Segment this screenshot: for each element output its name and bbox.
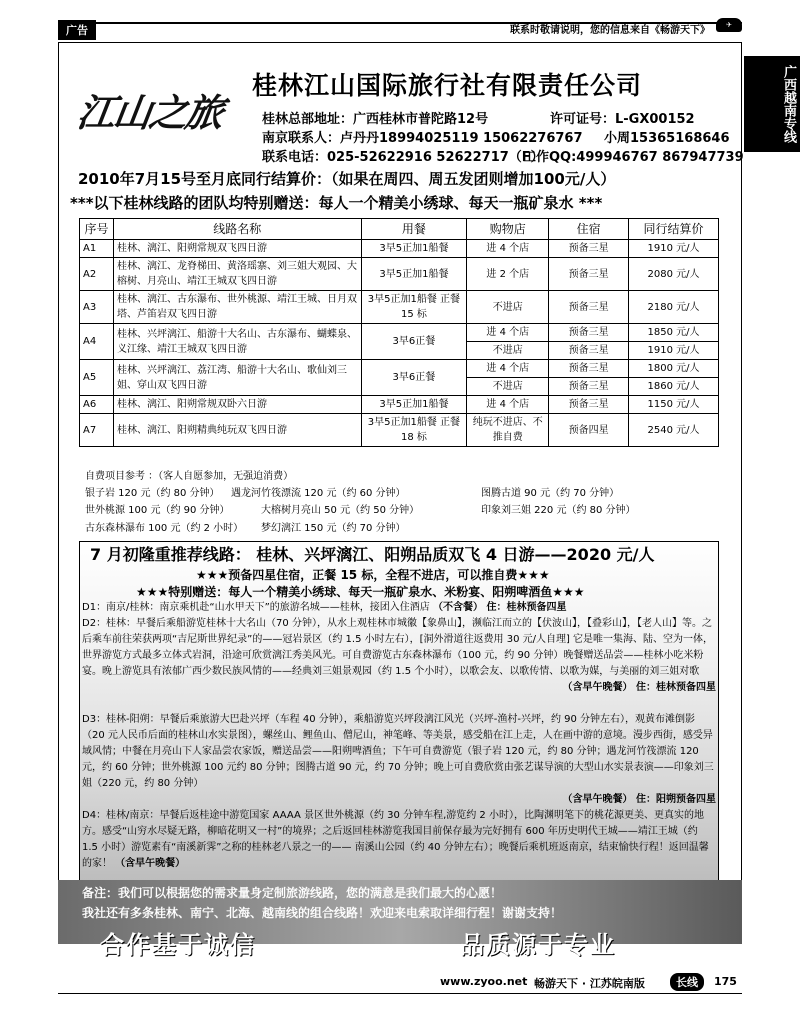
row-route: 桂林、漓江、龙脊梯田、黄洛瑶寨、刘三姐大观园、大榕树、月亮山、靖江王城双飞四日游 — [113, 258, 361, 291]
row-no: A3 — [80, 291, 114, 324]
gift-headline: ***以下桂林线路的团队均特别赠送：每人一个精美小绣球、每天一瓶矿泉水 *** — [70, 194, 603, 212]
row-shop: 进 4 个店 — [467, 360, 549, 378]
itinerary-day-1 — [82, 600, 716, 616]
row-shop: 不进店 — [467, 291, 549, 324]
row-price: 2180 元/人 — [629, 291, 719, 324]
row-no: A1 — [80, 240, 114, 258]
row-meal: 3早6正餐 — [361, 360, 467, 396]
row-price: 2080 元/人 — [629, 258, 719, 291]
routes-table — [79, 218, 719, 447]
row-no: A7 — [80, 414, 114, 447]
top-note: 联系时敬请说明，您的信息来自《畅游天下》 — [510, 25, 710, 36]
row-route: 桂林、漓江、阳朔常规双卧六日游 — [113, 396, 361, 414]
col-meal: 用餐 — [361, 219, 467, 240]
table-row — [80, 258, 719, 291]
row-shop: 进 2 个店 — [467, 258, 549, 291]
self-pay-item: 遇龙河竹筏漂流 120 元（约 60 分钟） — [231, 488, 406, 499]
footer-url[interactable]: www.zyoo.net — [440, 975, 528, 988]
day-meal: （含早午晚餐） 住：桂林预备四星 — [562, 682, 716, 693]
row-route: 桂林、兴坪漓江、荔江湾、船游十大名山、歌仙刘三姐、穿山双飞四日游 — [113, 360, 361, 396]
license-number: 许可证号：L-GX00152 — [550, 112, 695, 127]
slogan-right: 品质源于专业 — [460, 931, 616, 959]
row-meal: 3早6正餐 — [361, 324, 467, 360]
row-no: A5 — [80, 360, 114, 396]
self-pay-item: 梦幻漓江 150 元（约 70 分钟） — [261, 523, 406, 534]
row-shop: 进 4 个店 — [467, 240, 549, 258]
row-hotel: 预备三星 — [549, 360, 629, 378]
row-meal: 3早5正加1船餐 — [361, 258, 467, 291]
bottom-note-1: 备注：我们可以根据您的需求量身定制旅游线路，您的满意是我们最大的心愿！ — [82, 886, 503, 900]
slogan-left: 合作基于诚信 — [100, 931, 256, 959]
day-meal: （不含餐） 住：桂林预备四星 — [432, 602, 567, 613]
contact-phone: 联系电话：025-52622916 52622717（F） — [262, 150, 544, 165]
row-route: 桂林、兴坪漓江、船游十大名山、古东瀑布、蝴蝶泉、义江缘、靖江王城双飞四日游 — [113, 324, 361, 360]
day-meal: （含早午晚餐） 住：阳朔预备四星 — [562, 794, 716, 805]
promo-gift: ★★★特别赠送：每人一个精美小绣球、每天一瓶矿泉水、米粉宴、阳朔啤酒鱼★★★ — [136, 585, 585, 599]
col-shop: 购物店 — [467, 219, 549, 240]
table-row — [80, 396, 719, 414]
row-hotel: 预备四星 — [549, 414, 629, 447]
row-hotel: 预备三星 — [549, 324, 629, 342]
footer-rule — [58, 993, 742, 994]
self-pay-item: 图腾古道 90 元（约 70 分钟） — [481, 488, 620, 499]
row-route: 桂林、漓江、阳朔精典纯玩双飞四日游 — [113, 414, 361, 447]
self-pay-item: 世外桃源 100 元（约 90 分钟） — [85, 505, 230, 516]
ad-label: 广告 — [58, 20, 96, 40]
row-route: 桂林、漓江、阳朔常规双飞四日游 — [113, 240, 361, 258]
itinerary-day-2 — [82, 616, 716, 696]
work-qq: 工作QQ:499946767 867947739 — [523, 150, 744, 165]
table-row — [80, 324, 719, 342]
row-meal: 3早5正加1船餐 — [361, 240, 467, 258]
table-row — [80, 240, 719, 258]
row-price: 1150 元/人 — [629, 396, 719, 414]
table-row — [80, 291, 719, 324]
col-price: 同行结算价 — [629, 219, 719, 240]
self-pay-item: 大榕树月亮山 50 元（约 50 分钟） — [261, 505, 420, 516]
day-text: D1：南京/桂林：南京乘机赴“山水甲天下”的旅游名城——桂林，接团入住酒店 — [82, 602, 430, 613]
row-hotel: 预备三星 — [549, 291, 629, 324]
col-hotel: 住宿 — [549, 219, 629, 240]
row-price: 1850 元/人 — [629, 324, 719, 342]
day-meal: （含早午晚餐） — [115, 858, 186, 869]
itinerary-day-3 — [82, 712, 716, 808]
row-no: A2 — [80, 258, 114, 291]
day-text: D4：桂林/南京：早餐后返桂途中游览国家 AAAA 景区世外桃源（约 30 分钟车程,游览约 2 小时），比陶渊明笔下的桃花源更美、更真实的地方。感受“山穷水尽疑无路，柳暗花明又一村”的境界；之后返回桂林游览我国目前保存最为完好拥有 600 年历史明代王城——靖江王城（约 1.5 小时）游览素有“南溪新霁”之称的桂林老八景之一的—— 南溪山公园（约 40 分钟左右）；晚餐后乘机班返南京，结束愉快行程！返回温馨的家！ — [82, 810, 709, 869]
table-row — [80, 360, 719, 378]
price-headline: 2010年7月15号至月底同行结算价：（如果在周四、周五发团则增加100元/人） — [78, 170, 616, 188]
row-price: 2540 元/人 — [629, 414, 719, 447]
self-pay-section — [79, 466, 719, 541]
day-text: D2：桂林：早餐后乘船游览桂林十大名山（70 分钟），从水上观桂林市城徽【象鼻山】，濒临江而立的【伏波山】，【叠彩山】，【老人山】等。之后乘车前往荣获两项“吉尼斯世界纪录”的——冠岩景区（约 1.5 小时左右），[洞外滑道往返费用 30 元/人自理] 它是唯一集海、陆、空为一体，世界游览方式最多立体式岩洞，沿途可欣赏漓江秀美风光。可自费游览古东森林瀑布（100 元，约 90 分钟）晚餐赠送品尝——桂林小吃米粉宴。晚上游览具有浓郁广西少数民族风情的——经典刘三姐景观园（约 1.5 个小时），以歌会友、以歌传情、以歌为媒，与美丽的刘三姐对歌 — [82, 618, 714, 677]
row-price: 1800 元/人 — [629, 360, 719, 378]
hq-address: 桂林总部地址：广西桂林市普陀路12号 — [262, 112, 489, 127]
row-price: 1860 元/人 — [629, 378, 719, 396]
row-shop: 不进店 — [467, 342, 549, 360]
row-shop: 进 4 个店 — [467, 324, 549, 342]
row-hotel: 预备三星 — [549, 396, 629, 414]
table-header-row — [80, 219, 719, 240]
row-price: 1910 元/人 — [629, 342, 719, 360]
contact-person-2: 小周15365168646 — [604, 131, 730, 146]
row-no: A4 — [80, 324, 114, 360]
day-text: D3：桂林-阳朔：早餐后乘旅游大巴赴兴坪（车程 40 分钟），乘船游览兴坪段漓江风光（兴坪-渔村-兴坪，约 90 分钟左右），观黄布滩倒影（20 元人民币后面的桂林山水实景图），螺丝山、鲤鱼山、僧尼山，神笔峰、等美景，感受船在江上走，人在画中游的意境。漫步西街，感受异域风情；中餐在月亮山下人家品尝农家饭，赠送品尝——阳朔啤酒鱼；下午可自费游览（银子岩 120 元，约 80 分钟；遇龙河竹筏漂流 120 元，约 60 分钟；世外桃源 100 元约 80 分钟；图腾古道 90 元，约 70 分钟；晚上可自费欣赏由张艺谋导演的大型山水实景表演——印象刘三姐（220 元，约 80 分钟） — [82, 714, 714, 789]
side-tab: 广西越南专线 — [744, 56, 800, 152]
row-meal: 3早5正加1船餐 正餐 18 标 — [361, 414, 467, 447]
self-pay-title: 自费项目参考 ：（客人自愿参加，无强迫消费） — [85, 471, 294, 482]
row-price: 1910 元/人 — [629, 240, 719, 258]
row-shop: 纯玩不进店、不推自费 — [467, 414, 549, 447]
row-meal: 3早5正加1船餐 正餐 15 标 — [361, 291, 467, 324]
self-pay-item: 古东森林瀑布 100 元（约 2 小时） — [85, 523, 244, 534]
bottom-note-2: 我社还有多条桂林、南宁、北海、越南线的组合线路！欢迎来电索取详细行程！谢谢支持！ — [82, 906, 563, 920]
itinerary-day-4 — [82, 808, 716, 872]
magazine-logo-icon: ✈ — [716, 18, 742, 32]
row-hotel: 预备三星 — [549, 240, 629, 258]
footer-tab: 长线 — [670, 973, 704, 991]
col-route: 线路名称 — [113, 219, 361, 240]
promo-subtitle: ★★★预备四星住宿，正餐 15 标，全程不进店，可以推自费★★★ — [196, 568, 550, 582]
self-pay-item: 印象刘三姐 220 元（约 80 分钟） — [481, 505, 636, 516]
row-route: 桂林、漓江、古东瀑布、世外桃源、靖江王城、日月双塔、芦笛岩双飞四日游 — [113, 291, 361, 324]
contact-person: 南京联系人：卢丹丹18994025119 15062276767 — [262, 131, 583, 146]
company-logo: 江山之旅 — [74, 90, 225, 135]
page-number: 175 — [714, 975, 737, 988]
footer-magazine: 畅游天下 · 江苏皖南版 — [534, 977, 645, 990]
row-hotel: 预备三星 — [549, 342, 629, 360]
row-shop: 不进店 — [467, 378, 549, 396]
table-row — [80, 414, 719, 447]
col-no: 序号 — [80, 219, 114, 240]
row-shop: 进 4 个店 — [467, 396, 549, 414]
row-no: A6 — [80, 396, 114, 414]
promo-title: 7 月初隆重推荐线路： 桂林、兴坪漓江、阳朔品质双飞 4 日游——2020 元/人 — [90, 545, 655, 564]
company-name: 桂林江山国际旅行社有限责任公司 — [252, 71, 643, 100]
self-pay-item: 银子岩 120 元（约 80 分钟） — [85, 488, 220, 499]
row-meal: 3早5正加1船餐 — [361, 396, 467, 414]
row-hotel: 预备三星 — [549, 258, 629, 291]
row-hotel: 预备三星 — [549, 378, 629, 396]
